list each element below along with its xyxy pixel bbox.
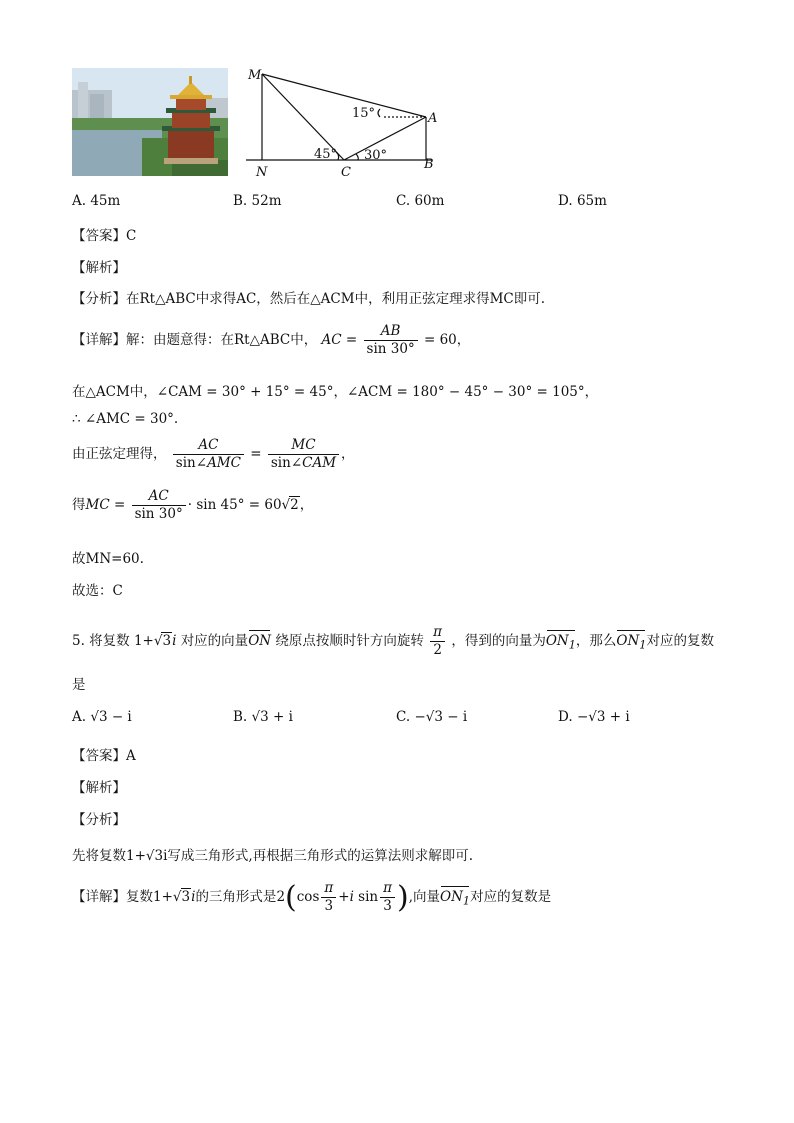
angle-30: 30°	[364, 148, 388, 163]
q4-detail-line4: 由正弦定理得， $\frac{AC}{\text{sin∠AMC}}$ = $\frac{MC}{\text{sin∠CAM}}$ ，	[72, 437, 355, 471]
label-C: C	[341, 165, 351, 180]
q5-fenxi-text: 先将复数1+√3i写成三角形式,再根据三角形式的运算法则求解即可.	[72, 848, 473, 864]
geometry-figure	[244, 62, 444, 180]
q4-detail-line6: 故MN=60.	[72, 551, 144, 567]
q4-option-a: A. 45m	[72, 193, 121, 209]
angle-15: 15°	[352, 106, 376, 121]
q5-option-a: A. √3 − i	[72, 709, 132, 725]
q5-option-c: C. −√3 − i	[396, 709, 468, 725]
q5-detail: 【详解】复数1+√3i的三角形式是2(cos $\frac{\pi}{3}$ +i sin $\frac{\pi}{3}$ ),向量$ON_1$对应的复数是	[72, 880, 552, 915]
label-M: M	[248, 68, 262, 83]
q4-analysis-tag: 【解析】	[72, 260, 126, 276]
q4-detail-line1: 【详解】解：由题意得：在Rt△ABC中， AC = $\frac{AB}{\sin 30^\circ}$ = 60，	[72, 323, 471, 357]
q4-option-c: C. 60m	[396, 193, 445, 209]
q4-detail-line7: 故选：C	[72, 583, 123, 599]
q5-answer: 【答案】A	[72, 748, 136, 764]
q5-stem: 5. 将复数 1+√3i 对应的向量ON 绕原点按顺时针方向旋转 $\frac{\pi}{2}$ ，得到的向量为$ON_1$，那么$ON_1$对应的复数	[72, 624, 714, 658]
label-N: N	[256, 165, 268, 180]
angle-45: 45°	[314, 147, 338, 162]
q4-detail-line2: 在△ACM中，∠CAM = 30° + 15° = 45°，∠ACM = 180° − 45° − 30° = 105°，	[72, 384, 599, 400]
q4-fenxi: 【分析】在Rt△ABC中求得AC，然后在△ACM中，利用正弦定理求得MC即可.	[72, 291, 546, 307]
q5-option-d: D. −√3 + i	[558, 709, 630, 725]
label-A: A	[428, 111, 438, 126]
q5-analysis-tag: 【解析】	[72, 780, 126, 796]
pavilion-photo	[72, 68, 228, 176]
label-B: B	[424, 157, 434, 172]
q5-option-b: B. √3 + i	[233, 709, 293, 725]
q4-detail-line5: 得MC = $\frac{AC}{\sin 30^\circ}$ · sin 45° = 60√2，	[72, 488, 314, 522]
q5-stem-line2: 是	[72, 677, 86, 693]
q4-detail-line3: ∴ ∠AMC = 30°.	[72, 411, 179, 427]
q4-option-b: B. 52m	[233, 193, 282, 209]
q4-option-d: D. 65m	[558, 193, 607, 209]
q4-answer: 【答案】C	[72, 228, 137, 244]
q5-fenxi-tag: 【分析】	[72, 812, 126, 828]
